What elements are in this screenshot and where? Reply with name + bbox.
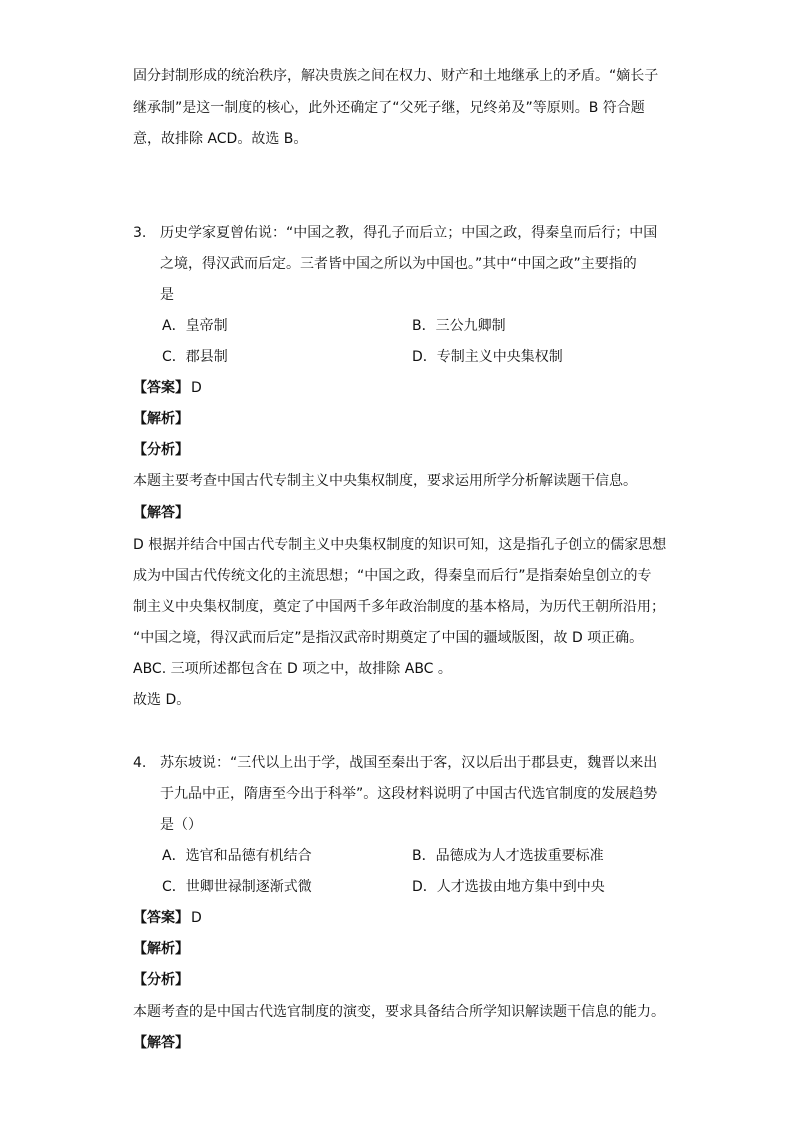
q4-answer-label: 【答案】 [133, 910, 189, 926]
q4-option-a: A．选官和品德有机结合 [162, 848, 312, 864]
q3-option-c: C．郡县制 [162, 349, 228, 365]
q3-answer-label: 【答案】 [133, 380, 189, 396]
q4-answer [133, 908, 202, 928]
q3-jieda-label: 【解答】 [133, 505, 189, 521]
intro-line-1: 固分封制形成的统治秩序，解决贵族之间在权力、财产和土地继承上的矛盾。“嫡长子 [133, 68, 659, 84]
q4-stem-line-1: 苏东坡说：“三代以上出于学，战国至秦出于客，汉以后出于郡县吏，魏晋以来出 [160, 755, 658, 771]
q3-answer-value: D [191, 380, 202, 396]
q3-option-b: B．三公九卿制 [412, 318, 506, 334]
q3-jieda-line-2: 成为中国古代传统文化的主流思想；“中国之政，得秦皇而后行”是指秦始皇创立的专 [133, 568, 652, 584]
q3-option-d: D．专制主义中央集权制 [412, 349, 563, 365]
q3-stem-line-1: 历史学家夏曾佑说：“中国之教，得孔子而后立；中国之政，得秦皇而后行；中国 [160, 225, 658, 241]
q4-option-c: C．世卿世禄制逐渐式微 [162, 879, 312, 895]
q4-option-d: D．人才选拔由地方集中到中央 [412, 879, 605, 895]
q3-number: 3. [133, 225, 147, 241]
q3-stem-line-2: 之境，得汉武而后定。三者皆中国之所以为中国也。”其中“中国之政”主要指的 [160, 256, 637, 272]
q3-jieda-line-1: D 根据并结合中国古代专制主义中央集权制度的知识可知，这是指孔子创立的儒家思想 [133, 537, 667, 553]
q3-answer [133, 378, 202, 398]
q3-jieda-line-5: ABC. 三项所述都包含在 D 项之中，故排除 ABC 。 [133, 661, 452, 677]
intro-line-3: 意，故排除 ACD。故选 B。 [133, 131, 308, 147]
intro-line-2: 继承制”是这一制度的核心，此外还确定了“父死子继，兄终弟及”等原则。B 符合题 [133, 100, 645, 116]
q3-jiexi-label: 【解析】 [133, 411, 189, 427]
q3-fenxi-text: 本题主要考查中国古代专制主义中央集权制度，要求运用所学分析解读题干信息。 [133, 473, 637, 489]
q3-fenxi-label: 【分析】 [133, 442, 189, 458]
q3-option-a: A．皇帝制 [162, 318, 228, 334]
q4-jiexi-label: 【解析】 [133, 941, 189, 957]
q4-jieda-label: 【解答】 [133, 1035, 189, 1051]
q3-jieda-line-6: 故选 D。 [133, 692, 191, 708]
q3-jieda-line-3: 制主义中央集权制度，奠定了中国两千多年政治制度的基本格局，为历代王朝所沿用； [133, 599, 665, 615]
q3-jieda-line-4: “中国之境，得汉武而后定”是指汉武帝时期奠定了中国的疆域版图，故 D 项正确。 [133, 630, 644, 646]
q4-option-b: B．品德成为人才选拔重要标准 [412, 848, 604, 864]
q3-stem-line-3: 是 [160, 287, 174, 303]
q4-fenxi-text: 本题考查的是中国古代选官制度的演变，要求具备结合所学知识解读题干信息的能力。 [133, 1004, 665, 1020]
q4-answer-value: D [191, 910, 202, 926]
q4-fenxi-label: 【分析】 [133, 972, 189, 988]
q4-stem-line-3: 是（） [160, 817, 202, 833]
q4-stem-line-2: 于九品中正，隋唐至今出于科举”。这段材料说明了中国古代选官制度的发展趋势 [160, 786, 658, 802]
q4-number: 4. [133, 755, 147, 771]
